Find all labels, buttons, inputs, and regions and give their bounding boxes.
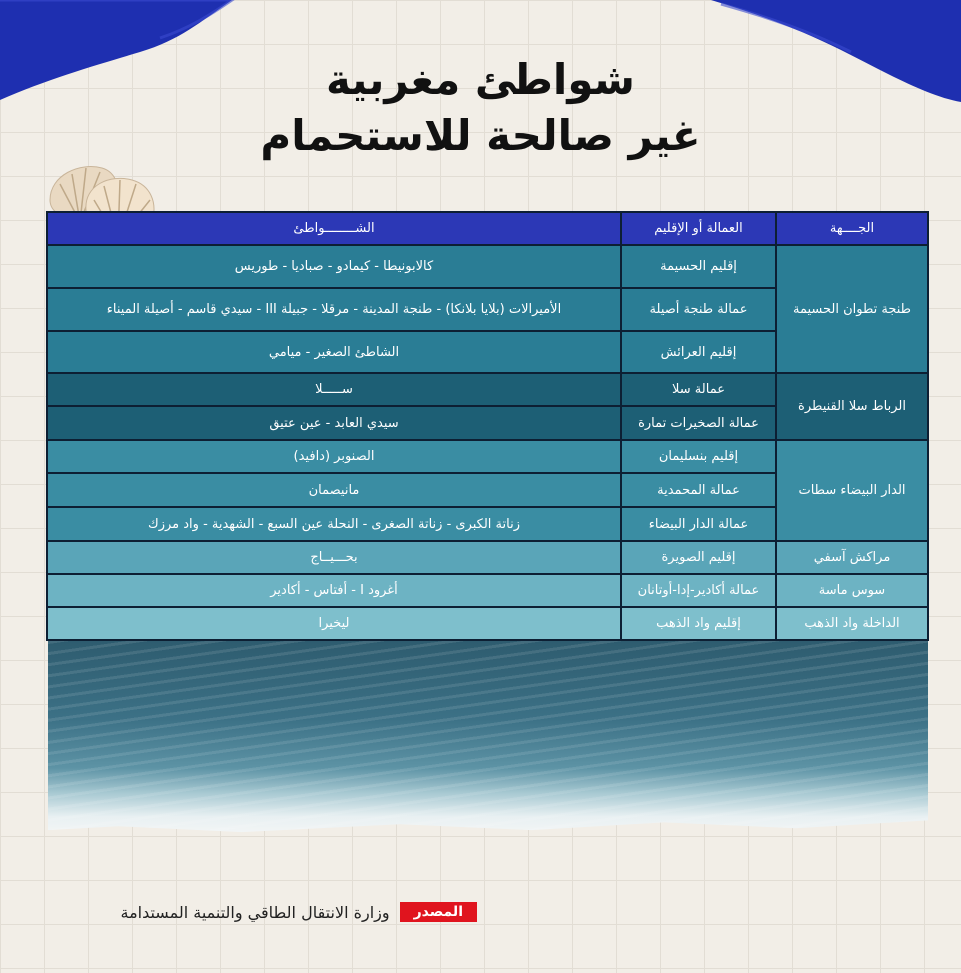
region-cell: الداخلة واد الذهب xyxy=(776,607,928,640)
province-cell: عمالة الصخيرات تمارة xyxy=(621,406,776,440)
region-cell: الرباط سلا القنيطرة xyxy=(776,373,928,440)
province-cell: عمالة سلا xyxy=(621,373,776,406)
header-region: الجــــهة xyxy=(776,212,928,245)
header-province: العمالة أو الإقليم xyxy=(621,212,776,245)
province-cell: عمالة الدار البيضاء xyxy=(621,507,776,541)
province-cell: إقليم الحسيمة xyxy=(621,245,776,288)
beaches-cell: الأميرالات (بلايا بلانكا) - طنجة المدينة - مرقلا - جبيلة III - سيدي قاسم - أصيلة الميناء xyxy=(47,288,621,331)
beaches-cell: مانيصمان xyxy=(47,473,621,507)
table-row xyxy=(47,373,928,406)
province-cell: إقليم العرائش xyxy=(621,331,776,373)
beaches-cell: الشاطئ الصغير - ميامي xyxy=(47,331,621,373)
beaches-cell: ليخيرا xyxy=(47,607,621,640)
beaches-cell: سيدي العابد - عين عتيق xyxy=(47,406,621,440)
beaches-cell: بحـــيــاج xyxy=(47,541,621,574)
beaches-table xyxy=(46,211,929,641)
source-attribution xyxy=(120,902,477,922)
header-beaches: الشــــــــواطئ xyxy=(47,212,621,245)
province-cell: عمالة المحمدية xyxy=(621,473,776,507)
province-cell: إقليم بنسليمان xyxy=(621,440,776,473)
province-cell: عمالة أكادير-إدا-أوتانان xyxy=(621,574,776,607)
table-row xyxy=(47,541,928,574)
region-cell: الدار البيضاء سطات xyxy=(776,440,928,541)
province-cell: عمالة طنجة أصيلة xyxy=(621,288,776,331)
source-badge: المصدر xyxy=(400,902,477,922)
region-cell: طنجة تطوان الحسيمة xyxy=(776,245,928,373)
page-title xyxy=(0,52,961,164)
beaches-cell: زناتة الكبرى - زناتة الصغرى - النحلة عين السبع - الشهدية - واد مرزك xyxy=(47,507,621,541)
beaches-cell: الصنوبر (دافيد) xyxy=(47,440,621,473)
region-cell: مراكش آسفي xyxy=(776,541,928,574)
table-row xyxy=(47,607,928,640)
table-row xyxy=(47,574,928,607)
sea-wave-image xyxy=(48,641,928,836)
beaches-cell: كالابونيطا - كيمادو - صباديا - طوريس xyxy=(47,245,621,288)
table-header-row xyxy=(47,212,928,245)
province-cell: إقليم الصويرة xyxy=(621,541,776,574)
source-text: وزارة الانتقال الطاقي والتنمية المستدامة xyxy=(120,902,390,922)
title-line-2: غير صالحة للاستحمام xyxy=(260,111,701,160)
province-cell: إقليم واد الذهب xyxy=(621,607,776,640)
title-line-1: شواطئ مغربية xyxy=(326,55,635,104)
table-row xyxy=(47,245,928,288)
beaches-cell: ســـــلا xyxy=(47,373,621,406)
region-cell: سوس ماسة xyxy=(776,574,928,607)
table-row xyxy=(47,440,928,473)
beaches-cell: أغرود I - أفتاس - أكادير xyxy=(47,574,621,607)
